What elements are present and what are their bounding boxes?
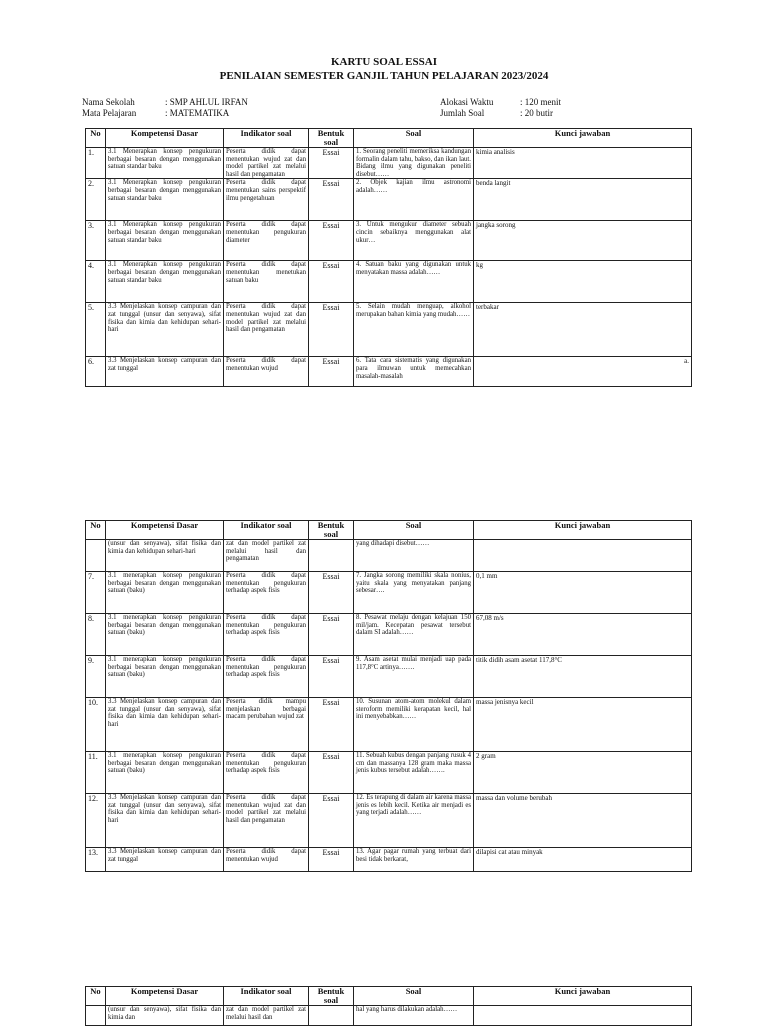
- table-row: [86, 572, 692, 614]
- question-number: [86, 794, 106, 848]
- column-header-kompetensi-dasar: Kompetensi Dasar: [106, 129, 224, 148]
- kunci-jawaban-cell-text: 2 gram: [476, 752, 496, 760]
- column-header-no: No: [86, 987, 106, 1006]
- table-row: [86, 261, 692, 303]
- question-number: [86, 221, 106, 261]
- table-row: [86, 540, 692, 572]
- indikator-cell-text: Peserta didik dapat menentukan wujud: [226, 357, 306, 372]
- question-number-text: 8.: [88, 614, 94, 623]
- kunci-jawaban-cell-text: 0,1 mm: [476, 572, 498, 580]
- question-number-text: 4.: [88, 261, 94, 271]
- soal-cell: [354, 148, 474, 179]
- kompetensi-dasar-cell-text: 3.1 Menerapkan konsep pengukuran berbagai besaran dengan menggunakan satuan standar baku: [108, 221, 221, 244]
- question-number: [86, 1006, 106, 1026]
- kompetensi-dasar-cell-text: 3.3 Menjelaskan konsep campuran dan zat tunggal (unsur dan senyawa), sifat fisika dan kimia dan kehidupan sehari-hari: [108, 794, 221, 824]
- document-title: KARTU SOAL ESSAI: [331, 56, 437, 68]
- question-number-text: 2.: [88, 179, 94, 189]
- kunci-jawaban-cell-text: kg: [476, 261, 483, 270]
- soal-cell-text: 11. Sebuah kubus dengan panjang rusuk 4 cm dan massanya 128 gram maka massa jenis kubus tersebut adalah…….: [356, 752, 471, 775]
- meta-labels-left: [82, 97, 136, 119]
- bentuk-soal-cell: [309, 698, 354, 752]
- kompetensi-dasar-cell: [106, 1006, 224, 1026]
- indikator-cell-text: Peserta didik dapat menentukan sains perspektif ilmu pengetahuan: [226, 179, 306, 202]
- bentuk-soal-cell-text: Essai: [322, 698, 340, 707]
- bentuk-soal-cell: [309, 614, 354, 656]
- soal-cell: [354, 261, 474, 303]
- count-value: : 20 butir: [520, 108, 553, 118]
- kunci-jawaban-cell: [474, 540, 692, 572]
- indikator-cell-text: Peserta didik dapat menentukan pengukuran terhadap aspek fisis: [226, 572, 306, 595]
- kunci-jawaban-cell: [474, 1006, 692, 1026]
- bentuk-soal-cell-text: Essai: [322, 848, 340, 857]
- indikator-cell: [224, 148, 309, 179]
- question-number-text: 5.: [88, 303, 94, 313]
- indikator-cell-text: Peserta didik dapat menentukan pengukuran diameter: [226, 221, 306, 244]
- column-header-kompetensi-dasar: Kompetensi Dasar: [106, 521, 224, 540]
- question-number-text: 7.: [88, 572, 94, 581]
- kompetensi-dasar-cell: [106, 698, 224, 752]
- bentuk-soal-cell: [309, 794, 354, 848]
- table-row: [86, 848, 692, 872]
- question-number: [86, 572, 106, 614]
- indikator-cell: [224, 221, 309, 261]
- table-row: [86, 752, 692, 794]
- indikator-cell: [224, 656, 309, 698]
- question-number: [86, 357, 106, 387]
- soal-cell-text: 6. Tata cara sistematis yang digunakan para ilmuwan untuk memecahkan masalah-masalah: [356, 357, 471, 380]
- time-label: Alokasi Waktu: [440, 97, 494, 107]
- kompetensi-dasar-cell-text: 3.1 Menerapkan konsep pengukuran berbagai besaran dengan menggunakan satuan standar baku: [108, 261, 221, 284]
- bentuk-soal-cell: [309, 261, 354, 303]
- question-table-page-3: [85, 986, 692, 1026]
- column-header-kunci-jawaban: Kunci jawaban: [474, 129, 692, 148]
- indikator-cell: [224, 794, 309, 848]
- kompetensi-dasar-cell: [106, 614, 224, 656]
- table-row: [86, 221, 692, 261]
- question-number-text: 11.: [88, 752, 98, 761]
- kompetensi-dasar-cell-text: 3.1 menerapkan konsep pengukuran berbagai besaran dengan menggunakan satuan (baku): [108, 656, 221, 679]
- kompetensi-dasar-cell-text: 3.1 menerapkan konsep pengukuran berbagai besaran dengan menggunakan satuan (baku): [108, 752, 221, 775]
- kompetensi-dasar-cell-text: 3.3 Menjelaskan konsep campuran dan zat tunggal: [108, 848, 221, 863]
- bentuk-soal-cell-text: Essai: [322, 794, 340, 803]
- kompetensi-dasar-cell-text: 3.1 menerapkan konsep pengukuran berbagai besaran dengan menggunakan satuan (baku): [108, 614, 221, 637]
- soal-cell-text: 10. Susunan atom-atom molekul dalam steroform memiliki kerapatan kecil, hal ini menyebabkan……: [356, 698, 471, 721]
- soal-cell: [354, 179, 474, 221]
- kompetensi-dasar-cell: [106, 179, 224, 221]
- indikator-cell: [224, 179, 309, 221]
- question-number: [86, 752, 106, 794]
- column-header-kunci-jawaban: Kunci jawaban: [474, 521, 692, 540]
- indikator-cell: [224, 698, 309, 752]
- kunci-jawaban-cell-text: massa jenisnya kecil: [476, 698, 534, 706]
- kompetensi-dasar-cell-text: 3.1 menerapkan konsep pengukuran berbagai besaran dengan menggunakan satuan (baku): [108, 572, 221, 595]
- bentuk-soal-cell-text: Essai: [322, 357, 340, 367]
- kunci-jawaban-cell-text: kimia analisis: [476, 148, 515, 156]
- kompetensi-dasar-cell-text: (unsur dan senyawa), sifat fisika dan kimia dan kehidupan sehari-hari: [108, 540, 221, 555]
- kunci-jawaban-cell: [474, 848, 692, 872]
- soal-cell: [354, 540, 474, 572]
- kompetensi-dasar-cell: [106, 572, 224, 614]
- column-header-indikator-soal: Indikator soal: [224, 521, 309, 540]
- kompetensi-dasar-cell-text: 3.3 Menjelaskan konsep campuran dan zat tunggal (unsur dan senyawa), sifat fisika dan kimia dan kehidupan sehari-hari: [108, 698, 221, 728]
- column-header-soal: Soal: [354, 521, 474, 540]
- soal-cell: [354, 572, 474, 614]
- column-header-kunci-jawaban: Kunci jawaban: [474, 987, 692, 1006]
- count-label: Jumlah Soal: [440, 108, 485, 118]
- column-header-bentuk-soal: Bentuk soal: [309, 987, 354, 1006]
- kunci-jawaban-cell-text: jangka sorong: [476, 221, 516, 230]
- table-row: [86, 614, 692, 656]
- table-row: [86, 794, 692, 848]
- question-number-text: 13.: [88, 848, 98, 857]
- kompetensi-dasar-cell: [106, 794, 224, 848]
- kunci-jawaban-cell: [474, 572, 692, 614]
- question-number-text: 9.: [88, 656, 94, 665]
- soal-cell: [354, 656, 474, 698]
- soal-cell: [354, 794, 474, 848]
- kunci-jawaban-cell: [474, 614, 692, 656]
- kunci-jawaban-cell: [474, 148, 692, 179]
- bentuk-soal-cell-text: Essai: [322, 148, 340, 157]
- bentuk-soal-cell-text: Essai: [322, 221, 340, 231]
- question-number: [86, 540, 106, 572]
- question-number-text: 3.: [88, 221, 94, 231]
- table-row: [86, 1006, 692, 1026]
- indikator-cell-text: Peserta didik dapat menentukan pengukuran terhadap aspek fisis: [226, 752, 306, 775]
- meta-values-left: [165, 97, 248, 119]
- indikator-cell: [224, 848, 309, 872]
- soal-cell: [354, 848, 474, 872]
- indikator-cell: [224, 572, 309, 614]
- meta-labels-right: [440, 97, 493, 119]
- kunci-jawaban-cell: [474, 357, 692, 387]
- kompetensi-dasar-cell-text: 3.3 Menjelaskan konsep campuran dan zat tunggal (unsur dan senyawa), sifat fisika dan kimia dan kehidupan sehari-hari: [108, 303, 221, 334]
- soal-cell: [354, 698, 474, 752]
- kunci-jawaban-cell-text: titik didih asam asetat 117,8°C: [476, 656, 562, 664]
- question-number: [86, 303, 106, 357]
- table-row: [86, 179, 692, 221]
- table-row: [86, 148, 692, 179]
- kompetensi-dasar-cell: [106, 148, 224, 179]
- question-number: [86, 614, 106, 656]
- kompetensi-dasar-cell: [106, 357, 224, 387]
- soal-cell: [354, 357, 474, 387]
- indikator-cell-text: Peserta didik dapat menentukan wujud: [226, 848, 306, 863]
- document-subtitle: PENILAIAN SEMESTER GANJIL TAHUN PELAJARAN 2023/2024: [219, 70, 549, 82]
- kompetensi-dasar-cell: [106, 303, 224, 357]
- question-table-page-1: [85, 128, 692, 387]
- time-value: : 120 menit: [520, 97, 561, 107]
- column-header-kompetensi-dasar: Kompetensi Dasar: [106, 987, 224, 1006]
- kunci-jawaban-cell: [474, 752, 692, 794]
- kompetensi-dasar-cell: [106, 261, 224, 303]
- bentuk-soal-cell: [309, 221, 354, 261]
- kunci-jawaban-cell: [474, 794, 692, 848]
- soal-cell: [354, 752, 474, 794]
- bentuk-soal-cell: [309, 303, 354, 357]
- bentuk-soal-cell: [309, 572, 354, 614]
- column-header-bentuk-soal: Bentuk soal: [309, 129, 354, 148]
- bentuk-soal-cell: [309, 656, 354, 698]
- indikator-cell: [224, 1006, 309, 1026]
- column-header-soal: Soal: [354, 987, 474, 1006]
- indikator-cell: [224, 261, 309, 303]
- soal-cell-text: 7. Jangka sorong memiliki skala nonius, yaitu skala yang menyatakan panjang sebesar….: [356, 572, 471, 595]
- indikator-cell-text: Peserta didik dapat menentukan wujud zat dan model partikel zat melalui hasil dan pengamatan: [226, 148, 306, 178]
- kompetensi-dasar-cell: [106, 848, 224, 872]
- bentuk-soal-cell-text: Essai: [322, 614, 340, 623]
- kunci-jawaban-cell: [474, 261, 692, 303]
- column-header-no: No: [86, 521, 106, 540]
- bentuk-soal-cell: [309, 848, 354, 872]
- bentuk-soal-cell-text: Essai: [322, 179, 340, 189]
- indikator-cell-text: Peserta didik dapat menentukan menetukan satuan baku: [226, 261, 306, 284]
- kompetensi-dasar-cell-text: 3.3 Menjelaskan konsep campuran dan zat tunggal: [108, 357, 221, 372]
- kompetensi-dasar-cell: [106, 752, 224, 794]
- kunci-jawaban-cell-text: terbakar: [476, 303, 499, 312]
- soal-cell-text: 2. Objek kajian ilmu astronomi adalah……: [356, 179, 471, 194]
- school-value: : SMP AHLUL IRFAN: [165, 97, 248, 107]
- subject-value: : MATEMATIKA: [165, 108, 230, 118]
- kunci-jawaban-cell: [474, 698, 692, 752]
- kompetensi-dasar-cell: [106, 540, 224, 572]
- soal-cell-text: 9. Asam asetat mulai menjadi uap pada 117,8°C artinya…….: [356, 656, 471, 671]
- kunci-jawaban-cell: [474, 303, 692, 357]
- question-number-text: 6.: [88, 357, 94, 367]
- question-number: [86, 656, 106, 698]
- bentuk-soal-cell: [309, 1006, 354, 1026]
- question-number: [86, 179, 106, 221]
- bentuk-soal-cell-text: Essai: [322, 656, 340, 665]
- question-number-text: 1.: [88, 148, 94, 157]
- soal-cell-text: yang dihadapi disebut……: [356, 540, 430, 547]
- column-header-soal: Soal: [354, 129, 474, 148]
- indikator-cell-text: Peserta didik dapat menentukan pengukuran terhadap aspek fisis: [226, 656, 306, 679]
- bentuk-soal-cell: [309, 148, 354, 179]
- kompetensi-dasar-cell-text: (unsur dan senyawa), sifat fisika dan kimia dan: [108, 1006, 221, 1021]
- indikator-cell: [224, 357, 309, 387]
- question-number: [86, 698, 106, 752]
- indikator-cell-text: Peserta didik dapat menentukan wujud zat dan model partikel zat melalui hasil dan pengamatan: [226, 303, 306, 334]
- soal-cell-text: hal yang harus dilakukan adalah……: [356, 1006, 458, 1013]
- bentuk-soal-cell-text: Essai: [322, 572, 340, 581]
- bentuk-soal-cell-text: Essai: [322, 261, 340, 271]
- table-row: [86, 357, 692, 387]
- question-number: [86, 148, 106, 179]
- soal-cell-text: 5. Selain mudah menguap, alkohol merupakan bahan kimia yang mudah……: [356, 303, 471, 318]
- indikator-cell-text: Peserta didik dapat menentukan pengukuran terhadap aspek fisis: [226, 614, 306, 637]
- table-row: [86, 303, 692, 357]
- indikator-cell: [224, 614, 309, 656]
- kompetensi-dasar-cell-text: 3.1 Menerapkan konsep pengukuran berbagai besaran dengan menggunakan satuan standar baku: [108, 179, 221, 202]
- column-header-bentuk-soal: Bentuk soal: [309, 521, 354, 540]
- indikator-cell-text: zat dan model partikel zat melalui hasil dan pengamatan: [226, 540, 306, 563]
- column-header-no: No: [86, 129, 106, 148]
- kunci-jawaban-cell-text: 67,08 m/s: [476, 614, 504, 622]
- soal-cell: [354, 221, 474, 261]
- question-number: [86, 261, 106, 303]
- table-row: [86, 698, 692, 752]
- school-label: Nama Sekolah: [82, 97, 135, 107]
- kunci-jawaban-cell: [474, 179, 692, 221]
- column-header-indikator-soal: Indikator soal: [224, 129, 309, 148]
- table-header: [86, 129, 692, 148]
- subject-label: Mata Pelajaran: [82, 108, 137, 118]
- bentuk-soal-cell: [309, 540, 354, 572]
- table-header: [86, 987, 692, 1006]
- kunci-jawaban-cell: [474, 656, 692, 698]
- meta-values-right: [520, 97, 561, 119]
- indikator-cell: [224, 303, 309, 357]
- indikator-cell: [224, 752, 309, 794]
- soal-cell-text: 8. Pesawat melaju dengan kelajuan 150 mil/jam. Kecepatan pesawat tersebut dalam SI adalah……: [356, 614, 471, 637]
- table-header: [86, 521, 692, 540]
- question-number-text: 10.: [88, 698, 98, 707]
- table-row: [86, 656, 692, 698]
- soal-cell: [354, 614, 474, 656]
- indikator-cell-text: zat dan model partikel zat melalui hasil dan: [226, 1006, 306, 1021]
- column-header-indikator-soal: Indikator soal: [224, 987, 309, 1006]
- soal-cell-text: 12. Es terapung di dalam air karena massa jenis es lebih kecil. Ketika air menjadi es yang terjadi adalah……: [356, 794, 471, 817]
- soal-cell-text: 13. Agar pagar rumah yang terbuat dari besi tidak berkarat,: [356, 848, 471, 863]
- bentuk-soal-cell-text: Essai: [322, 303, 340, 313]
- kunci-jawaban-cell-text: dilapisi cat atau minyak: [476, 848, 543, 856]
- kunci-jawaban-cell-text: massa dan volume berubah: [476, 794, 553, 802]
- soal-cell-text: 4. Satuan baku yang digunakan untuk menyatakan massa adalah……: [356, 261, 471, 276]
- soal-cell-text: 3. Untuk mengukur diameter sebuah cincin sebaiknya menggunakan alat ukur…: [356, 221, 471, 244]
- question-number: [86, 848, 106, 872]
- kunci-jawaban-cell-text: a.: [684, 357, 689, 366]
- bentuk-soal-cell-text: Essai: [322, 752, 340, 761]
- soal-cell: [354, 303, 474, 357]
- bentuk-soal-cell: [309, 179, 354, 221]
- kunci-jawaban-cell: [474, 221, 692, 261]
- indikator-cell-text: Peserta didik mampu menjelaskan berbagai macam perubahan wujud zat: [226, 698, 306, 721]
- question-number-text: 12.: [88, 794, 98, 803]
- soal-cell-text: 1. Seorang peneliti memeriksa kandungan formalin dalam tahu, bakso, dan ikan laut. Bidang ilmu yang digunakan peneliti disebut……: [356, 148, 471, 178]
- indikator-cell-text: Peserta didik dapat menentukan wujud zat dan model partikel zat melalui hasil dan pengamatan: [226, 794, 306, 824]
- kompetensi-dasar-cell: [106, 656, 224, 698]
- question-table-page-2: [85, 520, 692, 872]
- bentuk-soal-cell: [309, 357, 354, 387]
- kompetensi-dasar-cell-text: 3.1 Menerapkan konsep pengukuran berbagai besaran dengan menggunakan satuan standar baku: [108, 148, 221, 171]
- kunci-jawaban-cell-text: benda langit: [476, 179, 511, 188]
- soal-cell: [354, 1006, 474, 1026]
- bentuk-soal-cell: [309, 752, 354, 794]
- kompetensi-dasar-cell: [106, 221, 224, 261]
- indikator-cell: [224, 540, 309, 572]
